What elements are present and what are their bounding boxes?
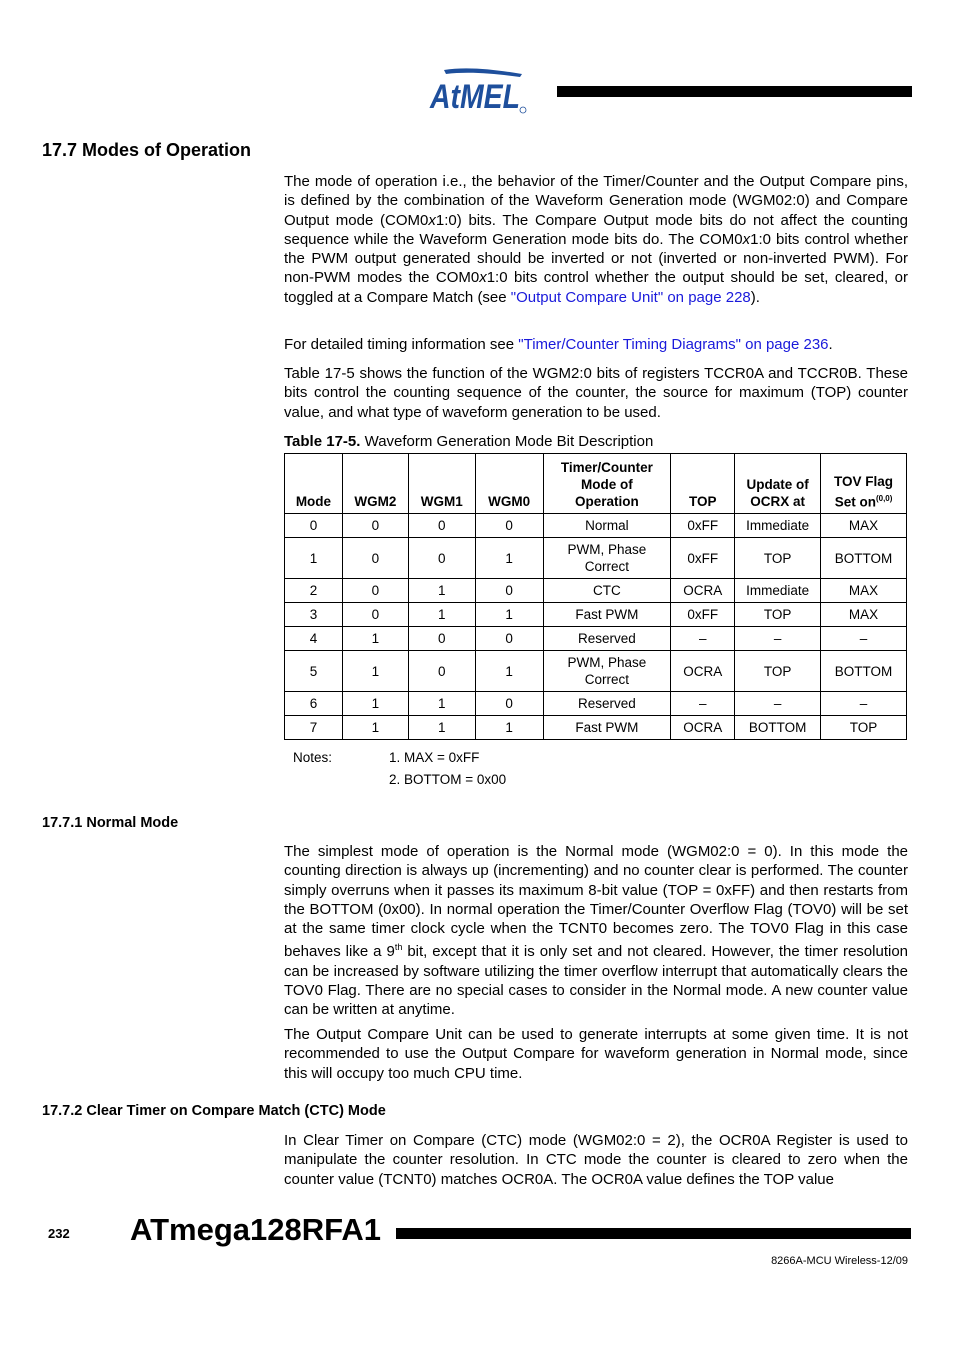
table-cell: Normal — [543, 514, 671, 538]
table-cell: PWM, Phase Correct — [543, 651, 671, 692]
table-cell: 0 — [475, 579, 543, 603]
table-cell: Immediate — [735, 579, 821, 603]
table-cell: 0 — [475, 692, 543, 716]
table-cell: 0 — [408, 538, 475, 579]
table-cell: OCRA — [671, 579, 735, 603]
table-cell: 1 — [408, 579, 475, 603]
table-cell: 2 — [285, 579, 343, 603]
table-cell: Reserved — [543, 627, 671, 651]
table-cell: 0 — [475, 627, 543, 651]
table-cell: – — [671, 627, 735, 651]
table-header-row — [285, 454, 907, 514]
table-body — [285, 514, 907, 740]
table-cell: 1 — [342, 692, 408, 716]
table-cell: 0 — [342, 538, 408, 579]
table-cell: 0 — [475, 514, 543, 538]
table-cell: Fast PWM — [543, 716, 671, 740]
table-cell: 0 — [408, 627, 475, 651]
notes-label: Notes: — [293, 750, 333, 765]
normal-mode-paragraph: The simplest mode of operation is the Normal mode (WGM02:0 = 0). In this mode the counting direction is always up (incrementing) and no counter clear is performed. The counter simply overruns when it passes its maximum 8-bit value (TOP = 0xFF) and then restarts from the BOTTOM (0x00). In normal operation the Timer/Counter Overflow Flag (TOV0) will be set at the same timer clock cycle when the TCNT0 becomes zero. The TOV0 Flag in this case behaves like a 9th bit, except that it is only set and not cleared. However, the timer resolution can be increased by software utilizing the timer overflow interrupt that automatically clears the TOV0 Flag. There are no special cases to consider in the Normal mode. A new counter value can be written at anytime. — [284, 843, 909, 1019]
table-cell: 0xFF — [671, 603, 735, 627]
col-operation: Timer/Counter Mode of Operation — [543, 454, 671, 514]
logo-wordmark: AtMEL — [429, 78, 520, 114]
col-update: Update of OCRX at — [735, 454, 821, 514]
output-compare-paragraph: The Output Compare Unit can be used to generate interrupts at some given time. It is not recommended to use the Output Compare for waveform generation in Normal mode, since this will occupy too much CPU time. — [284, 1026, 908, 1082]
table-row — [285, 603, 907, 627]
table-row — [285, 579, 907, 603]
table-cell: 0 — [408, 651, 475, 692]
col-tov-flag: TOV Flag Set on$^{(0,0)}$ — [821, 454, 907, 514]
table-cell: PWM, Phase Correct — [543, 538, 671, 579]
table-cell: Fast PWM — [543, 603, 671, 627]
col-wgm0: WGM0 — [475, 454, 543, 514]
table-row — [285, 538, 907, 579]
table-row — [285, 651, 907, 692]
col-wgm2: WGM2 — [342, 454, 408, 514]
table-cell: MAX — [821, 514, 907, 538]
ctc-mode-title: 17.7.2 Clear Timer on Compare Match (CTC) Mode — [42, 1103, 386, 1119]
document-reference: 8266A-MCU Wireless-12/09 — [771, 1255, 908, 1267]
table-cell: 1 — [475, 651, 543, 692]
table-cell: 1 — [475, 716, 543, 740]
page-number: 232 — [48, 1226, 70, 1241]
output-compare-link[interactable]: "Output Compare Unit" on page 228 — [510, 288, 751, 306]
table-cell: MAX — [821, 579, 907, 603]
table-cell: BOTTOM — [735, 716, 821, 740]
table-cell: 6 — [285, 692, 343, 716]
table-cell: 5 — [285, 651, 343, 692]
table-intro-paragraph: Table 17-5 shows the function of the WGM2:0 bits of registers TCCR0A and TCCR0B. These bits control the counting sequence of the counter, the source for maximum (TOP) counter value, and what type of waveform generation to be used. — [284, 365, 908, 421]
table-cell: 1 — [285, 538, 343, 579]
table-cell: CTC — [543, 579, 671, 603]
table-cell: 0 — [285, 514, 343, 538]
table-cell: OCRA — [671, 716, 735, 740]
table-cell: 3 — [285, 603, 343, 627]
table-cell: – — [821, 627, 907, 651]
timing-diagrams-link[interactable]: "Timer/Counter Timing Diagrams" on page 236 — [518, 336, 829, 353]
document-title: ATmega128RFA1 — [130, 1212, 381, 1247]
table-row — [285, 692, 907, 716]
table-cell: TOP — [735, 651, 821, 692]
table-cell: Reserved — [543, 692, 671, 716]
table-cell: – — [735, 692, 821, 716]
section-title: 17.7 Modes of Operation — [42, 140, 252, 160]
table-cell: TOP — [735, 603, 821, 627]
table-cell: 0 — [408, 514, 475, 538]
table-row — [285, 627, 907, 651]
note-2: 2. BOTTOM = 0x00 — [389, 772, 507, 787]
atmel-logo — [428, 68, 528, 114]
table-row — [285, 716, 907, 740]
table-cell: 7 — [285, 716, 343, 740]
header-rule — [557, 86, 912, 97]
table-cell: TOP — [821, 716, 907, 740]
col-wgm1: WGM1 — [408, 454, 475, 514]
footer-rule — [396, 1228, 911, 1239]
table-cell: 1 — [408, 716, 475, 740]
timing-paragraph: For detailed timing information see "Timer/Counter Timing Diagrams" on page 236. — [284, 336, 833, 353]
table-cell: 0 — [342, 579, 408, 603]
note-1: 1. MAX = 0xFF — [389, 750, 480, 765]
table-cell: BOTTOM — [821, 651, 907, 692]
table-cell: 1 — [408, 692, 475, 716]
table-cell: 0xFF — [671, 514, 735, 538]
table-cell: 1 — [342, 651, 408, 692]
table-cell: 1 — [408, 603, 475, 627]
table-cell: 1 — [475, 603, 543, 627]
table-cell: 4 — [285, 627, 343, 651]
table-row — [285, 514, 907, 538]
table-cell: 0xFF — [671, 538, 735, 579]
table-cell: 0 — [342, 603, 408, 627]
table-cell: TOP — [735, 538, 821, 579]
ctc-mode-paragraph: In Clear Timer on Compare (CTC) mode (WGM02:0 = 2), the OCR0A Register is used to manipulate the counter resolution. In CTC mode the counter is cleared to zero when the counter value (TCNT0) matches OCR0A. The OCR0A value defines the TOP value — [284, 1132, 908, 1188]
table-cell: Immediate — [735, 514, 821, 538]
col-mode: Mode — [285, 454, 343, 514]
table-caption: Table 17-5. Waveform Generation Mode Bit Description — [284, 433, 654, 450]
table-cell: – — [671, 692, 735, 716]
normal-mode-title: 17.7.1 Normal Mode — [42, 815, 179, 831]
waveform-mode-table — [284, 453, 907, 740]
table-cell: 1 — [475, 538, 543, 579]
table-cell: 1 — [342, 627, 408, 651]
intro-paragraph: The mode of operation i.e., the behavior of the Timer/Counter and the Output Compare pins, is defined by the combination of the Waveform Generation mode (WGM02:0) and Compare Output mode (COM0x1:0) bits. The Compare Output mode bits do not affect the counting sequence while the Waveform Generation mode bits do. The COM0x1:0 bits control whether the PWM output generated should be inverted or not (inverted or non-inverted PWM). For non-PWM modes the COM0x1:0 bits control whether the output should be set, cleared, or toggled at a Compare Match (see "Output Compare Unit" on page 228). — [284, 173, 908, 306]
table-cell: OCRA — [671, 651, 735, 692]
table-cell: – — [735, 627, 821, 651]
table-cell: – — [821, 692, 907, 716]
table-cell: 0 — [342, 514, 408, 538]
table-cell: MAX — [821, 603, 907, 627]
table-cell: BOTTOM — [821, 538, 907, 579]
table-cell: 1 — [342, 716, 408, 740]
col-top: TOP — [671, 454, 735, 514]
